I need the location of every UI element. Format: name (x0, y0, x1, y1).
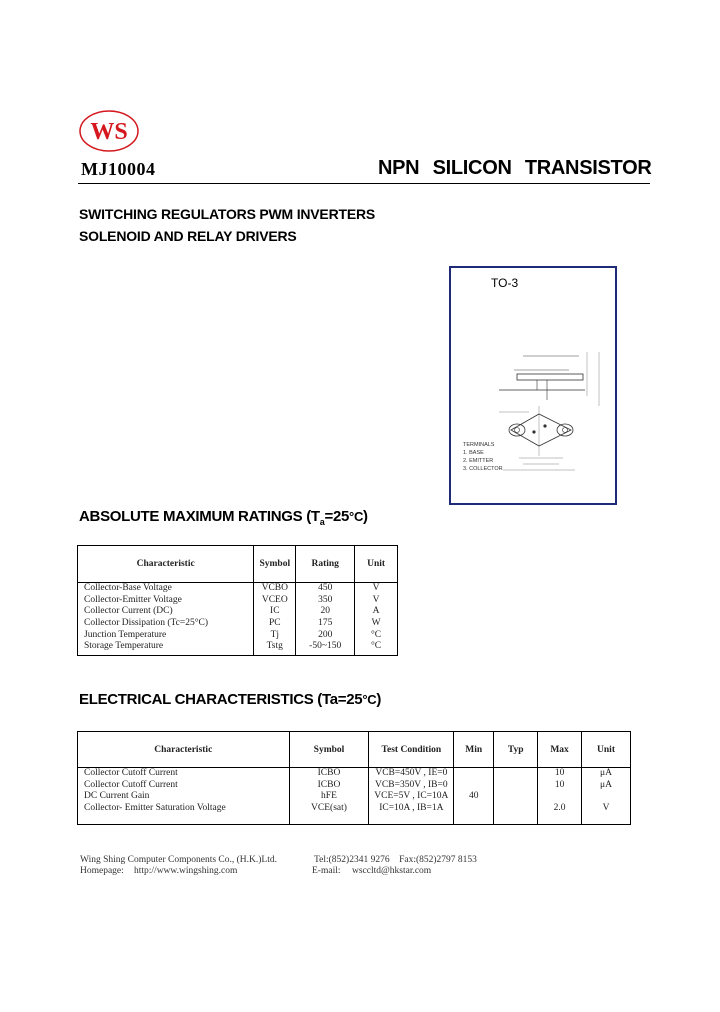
table-cell: Collector Dissipation (Tc=25°C) (78, 618, 254, 630)
company-logo (78, 108, 140, 154)
terminals-heading: TERMINALS (463, 442, 495, 448)
table-cell: 40 (454, 791, 494, 803)
footer-phone-fax: Tel:(852)2341 9276 Fax:(852)2797 8153 (314, 855, 477, 865)
table-cell (454, 780, 494, 792)
terminal-collector: 3. COLLECTOR (463, 466, 503, 472)
table-cell: 175 (296, 618, 355, 630)
column-header: Characteristic (78, 546, 254, 583)
column-header: Symbol (289, 732, 369, 768)
table-cell: Junction Temperature (78, 629, 254, 641)
application-line-1: SWITCHING REGULATORS PWM INVERTERS (79, 206, 376, 222)
column-header: Symbol (254, 546, 296, 583)
table-cell: 2.0 (538, 803, 582, 825)
column-header: Min (454, 732, 494, 768)
table-cell: μA (582, 780, 631, 792)
table-row (78, 583, 398, 595)
electrical-heading-unit: °C (362, 692, 377, 707)
absolute-max-heading-sub: a (319, 517, 325, 527)
table-cell: 350 (296, 595, 355, 607)
package-label: TO-3 (491, 276, 519, 290)
table-cell: V (355, 583, 398, 595)
table-cell: VCEO (254, 595, 296, 607)
table-cell: ICBO (289, 780, 369, 792)
column-header: Unit (582, 732, 631, 768)
table-row (78, 803, 631, 825)
table-row (78, 641, 398, 655)
column-header: Max (538, 732, 582, 768)
table-cell: 450 (296, 583, 355, 595)
table-cell: VCBO (254, 583, 296, 595)
table-cell: Collector-Base Voltage (78, 583, 254, 595)
table-cell: VCE(sat) (289, 803, 369, 825)
terminal-base: 1. BASE (463, 450, 484, 456)
absolute-max-heading (79, 508, 368, 527)
absolute-max-table (77, 545, 398, 656)
column-header: Rating (296, 546, 355, 583)
table-cell: μA (582, 768, 631, 780)
electrical-heading (79, 691, 381, 708)
table-cell: Collector- Emitter Saturation Voltage (78, 803, 290, 825)
table-row (78, 768, 631, 780)
table-cell: Collector Current (DC) (78, 606, 254, 618)
table-cell: Collector-Emitter Voltage (78, 595, 254, 607)
absolute-max-heading-text: ABSOLUTE MAXIMUM RATINGS (T (79, 508, 320, 525)
table-cell: DC Current Gain (78, 791, 290, 803)
package-outline-drawing (459, 346, 609, 486)
column-header: Typ (494, 732, 538, 768)
table-cell: IC=10A , IB=1A (369, 803, 454, 825)
logo-text: WS (90, 119, 128, 145)
footer-homepage-label: Homepage: (80, 866, 124, 876)
table-cell: Storage Temperature (78, 641, 254, 655)
table-cell: Collector Cutoff Current (78, 768, 290, 780)
application-line-2: SOLENOID AND RELAY DRIVERS (79, 228, 297, 244)
table-cell: W (355, 618, 398, 630)
table-cell: VCB=350V , IB=0 (369, 780, 454, 792)
table-cell: Tstg (254, 641, 296, 655)
table-cell (454, 768, 494, 780)
table-cell: ICBO (289, 768, 369, 780)
column-header: Test Condition (369, 732, 454, 768)
table-cell: 20 (296, 606, 355, 618)
table-cell: A (355, 606, 398, 618)
table-cell: Collector Cutoff Current (78, 780, 290, 792)
table-cell: -50~150 (296, 641, 355, 655)
footer-company: Wing Shing Computer Components Co., (H.K.)Ltd. (80, 855, 277, 865)
table-cell: °C (355, 629, 398, 641)
table-row (78, 618, 398, 630)
table-row (78, 606, 398, 618)
table-cell: Tj (254, 629, 296, 641)
package-box (449, 266, 617, 505)
table-row (78, 595, 398, 607)
page-title: NPN SILICON TRANSISTOR (378, 157, 652, 179)
table-cell: °C (355, 641, 398, 655)
absolute-max-heading-close: ) (363, 508, 368, 525)
table-cell (454, 803, 494, 825)
header-divider (78, 183, 650, 184)
footer-email-link[interactable]: wsccltd@hkstar.com (352, 866, 432, 876)
part-number: MJ10004 (81, 159, 156, 179)
table-cell: IC (254, 606, 296, 618)
table-cell: 10 (538, 768, 582, 780)
table-cell (494, 791, 538, 803)
table-cell: V (582, 803, 631, 825)
table-cell: VCE=5V , IC=10A (369, 791, 454, 803)
column-header: Unit (355, 546, 398, 583)
table-row (78, 791, 631, 803)
absolute-max-heading-temp: =25 (324, 508, 350, 525)
table-row (78, 780, 631, 792)
footer-email-label: E-mail: (312, 866, 341, 876)
electrical-heading-text: ELECTRICAL CHARACTERISTICS (Ta=25 (79, 691, 363, 708)
table-cell (582, 791, 631, 803)
electrical-heading-close: ) (376, 691, 382, 708)
table-cell: hFE (289, 791, 369, 803)
table-cell: V (355, 595, 398, 607)
table-cell: 200 (296, 629, 355, 641)
table-cell (494, 803, 538, 825)
column-header: Characteristic (78, 732, 290, 768)
table-cell (494, 780, 538, 792)
absolute-max-heading-unit: °C (349, 509, 364, 524)
table-cell: PC (254, 618, 296, 630)
footer-homepage-link[interactable]: http://www.wingshing.com (134, 866, 238, 876)
table-header-row (78, 732, 631, 768)
table-cell: 10 (538, 780, 582, 792)
table-cell (494, 768, 538, 780)
table-header-row (78, 546, 398, 583)
table-cell (538, 791, 582, 803)
electrical-table (77, 731, 631, 825)
table-row (78, 629, 398, 641)
table-cell: VCB=450V , IE=0 (369, 768, 454, 780)
terminal-emitter: 2. EMITTER (463, 458, 494, 464)
